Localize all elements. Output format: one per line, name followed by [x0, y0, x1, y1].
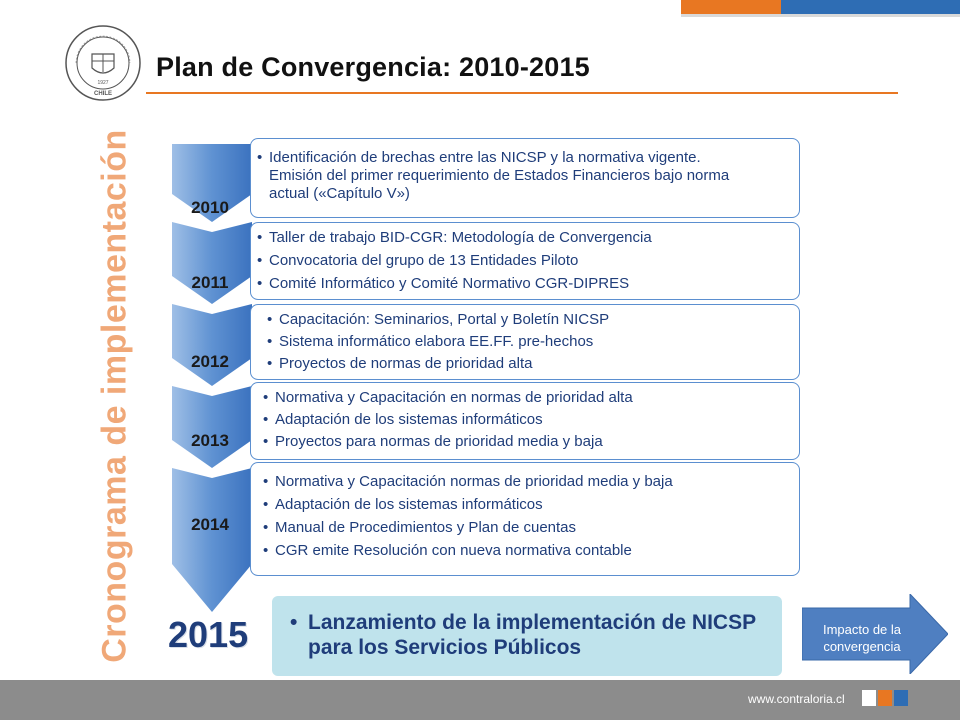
- year-2014: 2014: [191, 515, 229, 534]
- timeline-box-2011: [250, 222, 800, 300]
- timeline-item: • Normativa y Capacitación en normas de prioridad alta: [263, 389, 789, 407]
- title-divider: [146, 92, 898, 94]
- vertical-title-container: [90, 96, 140, 696]
- chevron-2012: [172, 304, 252, 386]
- chevron-2014: [172, 468, 252, 612]
- impact-button-label[interactable]: Impacto de la convergencia: [822, 622, 902, 654]
- timeline-box-2010: [250, 138, 800, 218]
- vertical-title: Cronograma de implementación: [95, 129, 134, 663]
- timeline-item: • Proyectos de normas de prioridad alta: [267, 355, 789, 373]
- timeline-box-2012: [250, 304, 800, 380]
- footer-url[interactable]: www.contraloria.cl: [748, 692, 845, 706]
- timeline-item: • Normativa y Capacitación normas de prioridad media y baja: [263, 473, 789, 491]
- contraloria-seal-logo: [64, 24, 142, 102]
- seal-year: 1927: [97, 80, 109, 86]
- timeline-box-2013: [250, 382, 800, 460]
- timeline-item: • Manual de Procedimientos y Plan de cuentas: [263, 519, 789, 537]
- timeline-item: • Capacitación: Seminarios, Portal y Boletín NICSP: [267, 311, 789, 329]
- timeline-item: • Identificación de brechas entre las NICSP y la normativa vigente. Emisión del primer requerimiento de Estados Financieros bajo norma actual («Capítulo V»): [257, 149, 749, 203]
- footer-square-orange: [878, 690, 892, 706]
- timeline-item: • Proyectos para normas de prioridad media y baja: [263, 433, 789, 451]
- footer-square-white: [862, 690, 876, 706]
- timeline-item: • Sistema informático elabora EE.FF. pre-hechos: [267, 333, 789, 351]
- page-title: Plan de Convergencia: 2010-2015: [156, 52, 590, 82]
- seal-country: CHILE: [94, 91, 112, 97]
- timeline-item: • Convocatoria del grupo de 13 Entidades Piloto: [257, 252, 789, 270]
- final-milestone-text: • Lanzamiento de la implementación de NICSP para los Servicios Públicos: [290, 610, 788, 660]
- final-milestone-box: [272, 596, 782, 676]
- timeline-box-2014: [250, 462, 800, 576]
- year-2012: 2012: [191, 352, 229, 371]
- timeline-item: • Comité Informático y Comité Normativo CGR-DIPRES: [257, 275, 789, 293]
- footer-square-blue: [894, 690, 908, 706]
- timeline-item: • Adaptación de los sistemas informáticos: [263, 496, 789, 514]
- year-2010: 2010: [191, 198, 229, 217]
- top-accent-orange: [681, 0, 781, 14]
- timeline-item: • CGR emite Resolución con nueva normativa contable: [263, 542, 789, 560]
- timeline-item: • Taller de trabajo BID-CGR: Metodología de Convergencia: [257, 229, 789, 247]
- top-accent-blue: [781, 0, 960, 14]
- timeline-item: • Adaptación de los sistemas informáticos: [263, 411, 789, 429]
- year-2015: 2015: [168, 614, 249, 655]
- top-accent-gray: [681, 14, 960, 17]
- chevron-2013: [172, 386, 252, 468]
- year-2013: 2013: [191, 431, 229, 450]
- year-2011: 2011: [191, 273, 229, 292]
